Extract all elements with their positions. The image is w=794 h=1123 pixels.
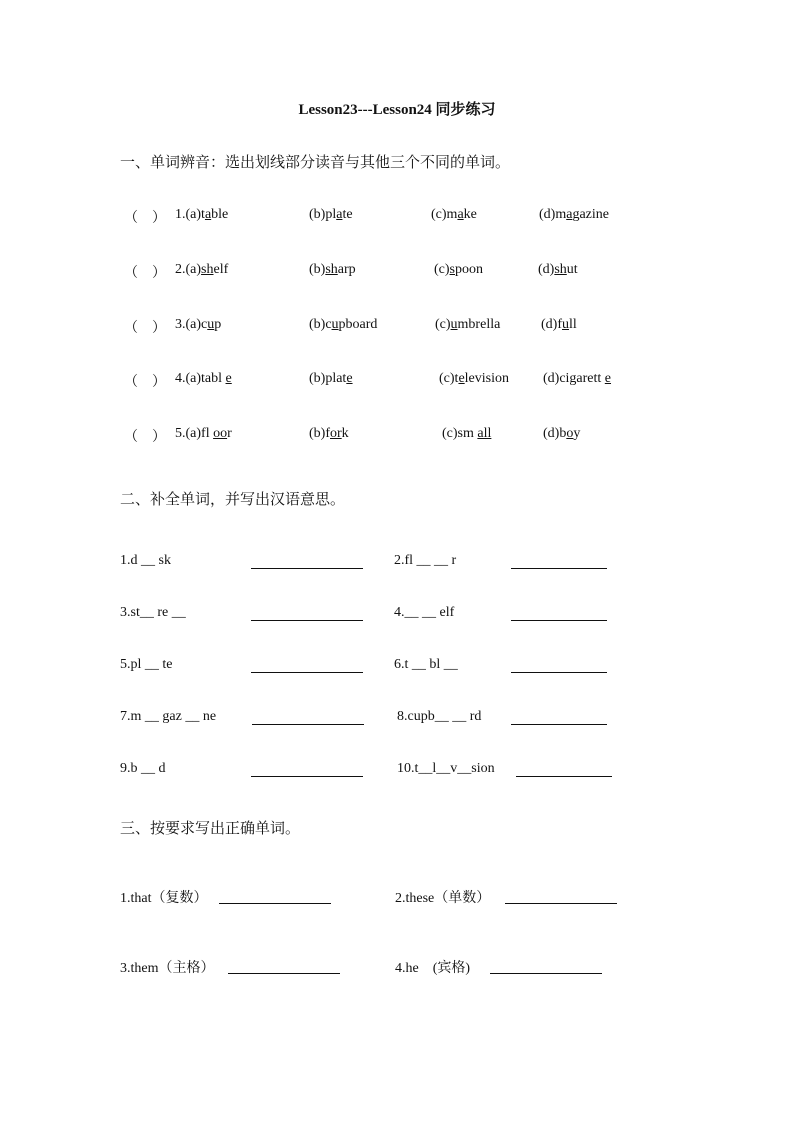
option-b: [309, 426, 349, 442]
option-c: [431, 207, 477, 223]
fill-word-prompt: 9.b __ d: [120, 761, 166, 776]
fill-word-prompt: 1.d __ sk: [120, 553, 171, 568]
fill-word-prompt: 8.cupb__ __ rd: [397, 709, 482, 724]
fill-word-prompt: 3.st__ re __: [120, 605, 186, 620]
answer-line[interactable]: [511, 671, 607, 673]
option-text: (c): [435, 317, 451, 332]
option-text: ll: [569, 317, 577, 332]
option-text: mbrella: [457, 317, 501, 332]
answer-line[interactable]: [219, 902, 331, 904]
answer-bracket[interactable]: （ ）: [124, 321, 166, 336]
underlined-letters: sh: [325, 262, 338, 277]
option-text: p: [214, 317, 222, 332]
option-text: poon: [455, 262, 483, 277]
option-text: (b)plat: [309, 371, 347, 386]
option-d: [539, 207, 609, 223]
answer-line[interactable]: [490, 972, 602, 974]
option-text: (d)cigarett: [543, 371, 605, 386]
option-d: [543, 426, 580, 442]
option-d: [543, 371, 611, 387]
option-text: (d)f: [541, 317, 562, 332]
underlined-letters: u: [331, 317, 339, 332]
fill-word-prompt: 2.fl __ __ r: [394, 553, 457, 568]
option-text: (b)f: [309, 426, 330, 441]
underlined-letters: o: [566, 426, 574, 441]
word-form-prompt: 4.he (宾格): [395, 961, 471, 976]
option-text: r: [227, 426, 232, 441]
option-text: (c): [434, 262, 450, 277]
option-a: [175, 207, 228, 223]
option-a: [175, 426, 232, 442]
option-text: 1.(a)t: [175, 207, 205, 222]
underlined-letters: u: [207, 317, 215, 332]
option-text: (c)m: [431, 207, 458, 222]
page-title: Lesson23---Lesson24 同步练习: [298, 102, 496, 118]
option-text: (d): [538, 262, 555, 277]
word-form-prompt: 1.that（复数）: [120, 891, 208, 906]
option-text: ke: [463, 207, 477, 222]
option-text: (d)b: [543, 426, 567, 441]
option-text: k: [341, 426, 349, 441]
answer-line[interactable]: [252, 723, 364, 725]
option-text: (b)c: [309, 317, 332, 332]
underlined-letters: oo: [213, 426, 228, 441]
option-d: [538, 262, 578, 278]
fill-word-prompt: 7.m __ gaz __ ne: [120, 709, 217, 724]
option-a: [175, 317, 221, 333]
answer-line[interactable]: [511, 567, 607, 569]
answer-bracket[interactable]: （ ）: [124, 211, 166, 226]
option-text: 5.(a)fl: [175, 426, 214, 441]
answer-line[interactable]: [251, 567, 363, 569]
option-text: pboard: [338, 317, 378, 332]
fill-word-prompt: 10.t__l__v__sion: [397, 761, 495, 776]
answer-bracket[interactable]: （ ）: [124, 266, 166, 281]
underlined-letters: e: [604, 371, 612, 386]
option-c: [442, 426, 491, 442]
underlined-letters: e: [458, 371, 465, 386]
underlined-letters: a: [204, 207, 212, 222]
fill-word-prompt: 6.t __ bl __: [394, 657, 458, 672]
underlined-letters: a: [336, 207, 343, 222]
underlined-letters: sh: [201, 262, 214, 277]
option-text: (c)sm: [442, 426, 478, 441]
answer-line[interactable]: [251, 671, 363, 673]
option-b: [309, 262, 356, 278]
fill-word-prompt: 5.pl __ te: [120, 657, 173, 672]
option-text: 2.(a): [175, 262, 202, 277]
section1-heading: 一、单词辨音：选出划线部分读音与其他三个不同的单词。: [120, 153, 511, 171]
underlined-letters: u: [450, 317, 458, 332]
answer-line[interactable]: [251, 775, 363, 777]
answer-line[interactable]: [228, 972, 340, 974]
underlined-letters: u: [562, 317, 569, 332]
underlined-letters: s: [449, 262, 455, 277]
option-text: (b): [309, 262, 326, 277]
option-b: [309, 317, 377, 333]
option-text: gazine: [572, 207, 609, 222]
option-text: (c)t: [439, 371, 459, 386]
option-text: levision: [464, 371, 509, 386]
option-c: [435, 317, 500, 333]
section2-heading: 二、补全单词，并写出汉语意思。: [120, 490, 346, 508]
option-text: ut: [566, 262, 578, 277]
option-text: 3.(a)c: [175, 317, 208, 332]
option-b: [309, 371, 353, 387]
underlined-letters: all: [477, 426, 492, 441]
answer-bracket[interactable]: （ ）: [124, 430, 166, 445]
option-a: [175, 371, 232, 387]
answer-line[interactable]: [511, 723, 607, 725]
option-d: [541, 317, 577, 333]
answer-line[interactable]: [516, 775, 612, 777]
option-text: elf: [213, 262, 229, 277]
option-text: te: [342, 207, 353, 222]
option-text: ble: [211, 207, 229, 222]
underlined-letters: e: [225, 371, 232, 386]
fill-word-prompt: 4.__ __ elf: [394, 605, 455, 620]
section3-heading: 三、按要求写出正确单词。: [120, 819, 301, 837]
option-text: arp: [337, 262, 356, 277]
answer-bracket[interactable]: （ ）: [124, 375, 166, 390]
option-b: [309, 207, 353, 223]
option-c: [434, 262, 483, 278]
underlined-letters: sh: [554, 262, 567, 277]
underlined-letters: e: [346, 371, 353, 386]
word-form-prompt: 2.these（单数）: [395, 891, 491, 906]
option-text: (b)pl: [309, 207, 337, 222]
answer-line[interactable]: [505, 902, 617, 904]
option-text: 4.(a)tabl: [175, 371, 226, 386]
answer-line[interactable]: [251, 619, 363, 621]
option-a: [175, 262, 228, 278]
option-c: [439, 371, 509, 387]
underlined-letters: or: [330, 426, 342, 441]
option-text: (d)m: [539, 207, 567, 222]
answer-line[interactable]: [511, 619, 607, 621]
underlined-letters: a: [566, 207, 573, 222]
option-text: y: [573, 426, 581, 441]
word-form-prompt: 3.them（主格）: [120, 961, 215, 976]
underlined-letters: a: [457, 207, 464, 222]
